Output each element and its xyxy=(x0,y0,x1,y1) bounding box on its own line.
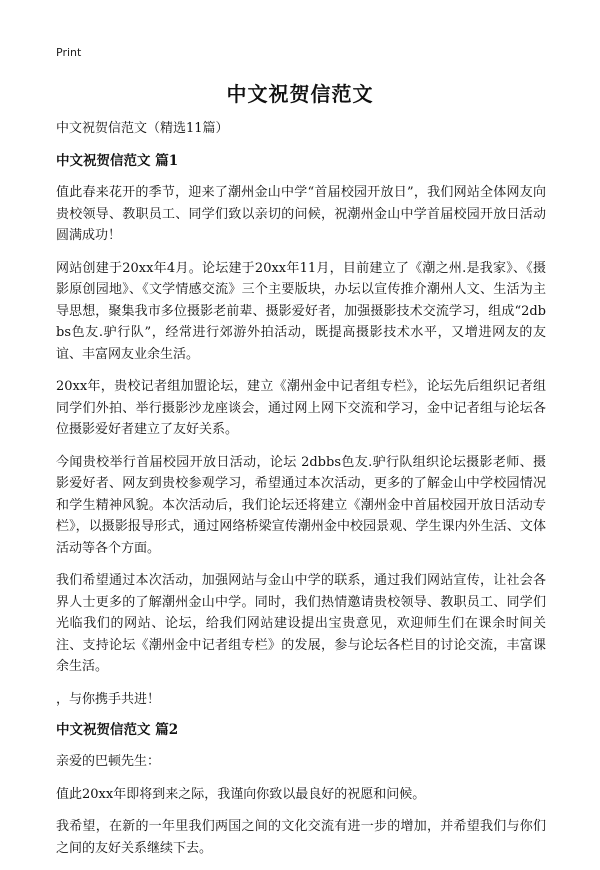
section-2 xyxy=(56,721,546,859)
paragraph: 我们希望通过本次活动，加强网站与金山中学的联系，通过我们网站宣传，让社会各界人士更多的了解潮州金山中学。同时，我们热情邀请贵校领导、教职员工、同学们光临我们的网站、论坛，给我们网站建设提出宝贵意见，欢迎师生们在课余时间关注、支持论坛《潮州金中记者组专栏》的发展，参与论坛各栏目的讨论交流，丰富课余生活。 xyxy=(56,573,546,674)
document-body xyxy=(56,120,546,870)
page-title: 中文祝贺信范文 xyxy=(226,82,374,106)
section-heading: 中文祝贺信范文 篇2 xyxy=(56,722,179,738)
section-1 xyxy=(56,152,546,710)
paragraph: ，与你携手共进！ xyxy=(56,691,161,707)
paragraph: 网站创建于20xx年4月。论坛建于20xx年11月，目前建立了《潮之州.是我家》、《摄影原创园地》、《文学情感交流》三个主要版块，办坛以宣传推介潮州人文、生活为主导思想，聚集我市多位摄影老前辈、摄影爱好者，加强摄影技术交流学习，组成“2dbbs色友.驴行队”，经常进行郊游外拍活动，既提高摄影技术水平，又增进网友的友谊、丰富网友业余生活。 xyxy=(56,260,546,362)
section-heading: 中文祝贺信范文 篇1 xyxy=(56,153,179,169)
paragraph: 值此春来花开的季节，迎来了潮州金山中学“首届校园开放日”，我们网站全体网友向贵校领导、教职员工、同学们致以亲切的问候，祝潮州金山中学首届校园开放日活动圆满成功！ xyxy=(56,185,546,243)
print-link[interactable]: Print xyxy=(56,46,82,59)
paragraph: 亲爱的巴顿先生： xyxy=(56,754,161,769)
document-subtitle: 中文祝贺信范文（精选11篇） xyxy=(56,121,229,136)
paragraph: 值此20xx年即将到来之际，我谨向你致以最良好的祝愿和问候。 xyxy=(56,786,426,802)
paragraph: 今闻贵校举行首届校园开放日活动，论坛 2dbbs色友.驴行队组织论坛摄影老师、摄影爱好者、网友到贵校参观学习，希望通过本次活动，更多的了解金山中学校园情况和学生精神风貌。本次活动后，我们论坛还将建立《潮州金中首届校园开放日活动专栏》，以摄影报导形式，通过网络桥梁宣传潮州金中校园景观、学生课内外生活、文体活动等各个方面。 xyxy=(56,454,546,556)
paragraph: 20xx年，贵校记者组加盟论坛，建立《潮州金中记者组专栏》，论坛先后组织记者组同学们外拍、举行摄影沙龙座谈会，通过网上网下交流和学习，金中记者组与论坛各位摄影爱好者建立了友好关系。 xyxy=(56,379,546,437)
paragraph: 我希望，在新的一年里我们两国之间的文化交流有进一步的增加，并希望我们与你们之间的友好关系继续下去。 xyxy=(56,819,546,856)
